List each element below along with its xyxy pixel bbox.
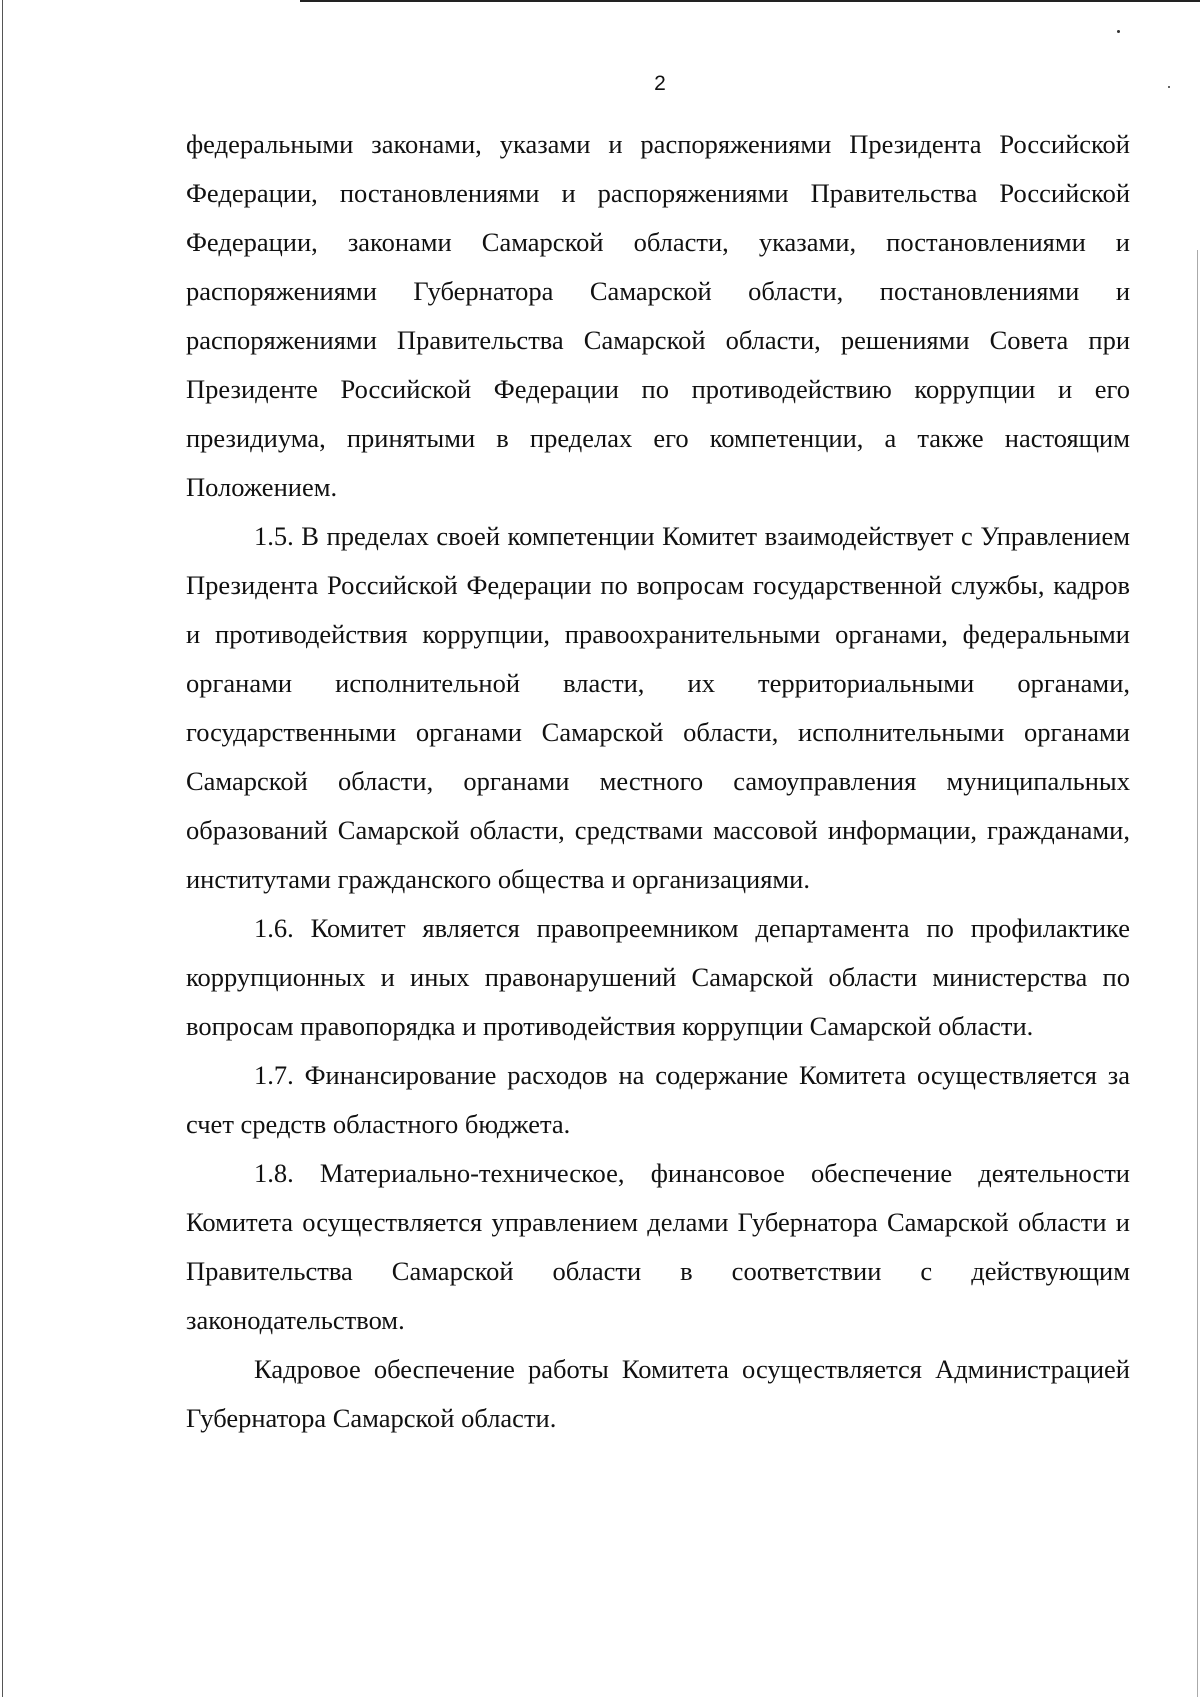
- paragraph-staffing: Кадровое обеспечение работы Комитета осуществляется Администрацией Губернатора Самарской области.: [186, 1354, 1130, 1433]
- scan-edge-top: [300, 0, 1200, 2]
- paragraph-1-6: 1.6. Комитет является правопреемником департамента по профилактике коррупционных и иных правонарушений Самарской области министерства по вопросам правопорядка и противодействия коррупции Самарской области.: [186, 913, 1130, 1041]
- paragraph-1-7: 1.7. Финансирование расходов на содержание Комитета осуществляется за счет средств областного бюджета.: [186, 1060, 1130, 1139]
- paragraph-1: федеральными законами, указами и распоряжениями Президента Российской Федерации, постановлениями и распоряжениями Правительства Российской Федерации, законами Самарской области, указами, постановлениями и распоряжениями Губернатора Самарской области, постановлениями и распоряжениями Правительства Самарской области, решениями Совета при Президенте Российской Федерации по противодействию коррупции и его президиума, принятыми в пределах его компетенции, а также настоящим Положением.: [186, 129, 1130, 502]
- scan-edge-left: [2, 0, 3, 1697]
- scan-speck: [1117, 30, 1120, 33]
- page-number: 2: [654, 72, 666, 95]
- paragraph-1-8: 1.8. Материально-техническое, финансовое обеспечение деятельности Комитета осуществляется управлением делами Губернатора Самарской области и Правительства Самарской области в соответствии с действующим законодательством.: [186, 1158, 1130, 1335]
- paragraph-1-5: 1.5. В пределах своей компетенции Комитет взаимодействует с Управлением Президента Российской Федерации по вопросам государственной службы, кадров и противодействия коррупции, правоохранительными органами, федеральными органами исполнительной власти, их территориальными органами, государственными органами Самарской области, исполнительными органами Самарской области, органами местного самоуправления муниципальных образований Самарской области, средствами массовой информации, гражданами, институтами гражданского общества и организациями.: [186, 521, 1130, 894]
- document-body: [186, 120, 1130, 1443]
- scan-edge-right: [1197, 250, 1198, 1697]
